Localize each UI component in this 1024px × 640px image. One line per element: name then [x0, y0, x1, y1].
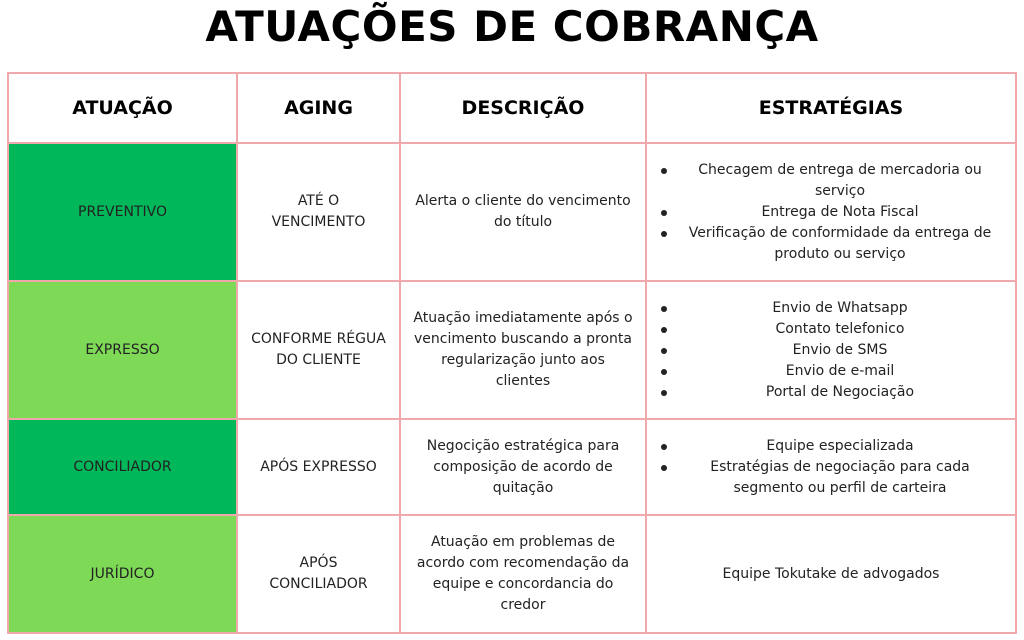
strategy-item: Estratégias de negociação para cada segmento ou perfil de carteira — [659, 457, 1003, 499]
aging-cell: ATÉ O VENCIMENTO — [237, 143, 400, 281]
table-row — [8, 143, 1016, 281]
description-cell: Alerta o cliente do vencimento do título — [400, 143, 646, 281]
aging-cell: APÓS EXPRESSO — [237, 419, 400, 515]
stage-cell-conciliador: CONCILIADOR — [8, 419, 237, 515]
collection-actions-table — [7, 72, 1017, 634]
stage-cell-expresso: EXPRESSO — [8, 281, 237, 419]
header-estrategias: ESTRATÉGIAS — [646, 73, 1016, 143]
aging-cell: CONFORME RÉGUA DO CLIENTE — [237, 281, 400, 419]
table-header-row — [8, 73, 1016, 143]
table-row — [8, 515, 1016, 633]
table-row — [8, 419, 1016, 515]
strategy-list — [659, 436, 1003, 499]
stage-cell-juridico: JURÍDICO — [8, 515, 237, 633]
stage-cell-preventivo: PREVENTIVO — [8, 143, 237, 281]
strategy-item: Envio de e-mail — [659, 361, 1003, 382]
page-title: ATUAÇÕES DE COBRANÇA — [205, 2, 819, 51]
header-descricao: DESCRIÇÃO — [400, 73, 646, 143]
strategies-cell — [646, 281, 1016, 419]
description-cell: Negocição estratégica para composição de acordo de quitação — [400, 419, 646, 515]
strategy-item: Equipe especializada — [659, 436, 1003, 457]
strategy-item: Envio de Whatsapp — [659, 298, 1003, 319]
header-atuacao: ATUAÇÃO — [8, 73, 237, 143]
strategy-item: Entrega de Nota Fiscal — [659, 202, 1003, 223]
table-row — [8, 281, 1016, 419]
strategy-item: Verificação de conformidade da entrega de produto ou serviço — [659, 223, 1003, 265]
strategy-item: Checagem de entrega de mercadoria ou serviço — [659, 160, 1003, 202]
header-aging: AGING — [237, 73, 400, 143]
strategy-item: Portal de Negociação — [659, 382, 1003, 403]
description-cell: Atuação imediatamente após o vencimento buscando a pronta regularização junto aos clientes — [400, 281, 646, 419]
strategies-cell: Equipe Tokutake de advogados — [646, 515, 1016, 633]
strategies-cell — [646, 419, 1016, 515]
description-cell: Atuação em problemas de acordo com recomendação da equipe e concordancia do credor — [400, 515, 646, 633]
strategy-list — [659, 298, 1003, 403]
strategy-item: Contato telefonico — [659, 319, 1003, 340]
strategy-item: Envio de SMS — [659, 340, 1003, 361]
strategy-list — [659, 160, 1003, 265]
aging-cell: APÓS CONCILIADOR — [237, 515, 400, 633]
strategies-cell — [646, 143, 1016, 281]
